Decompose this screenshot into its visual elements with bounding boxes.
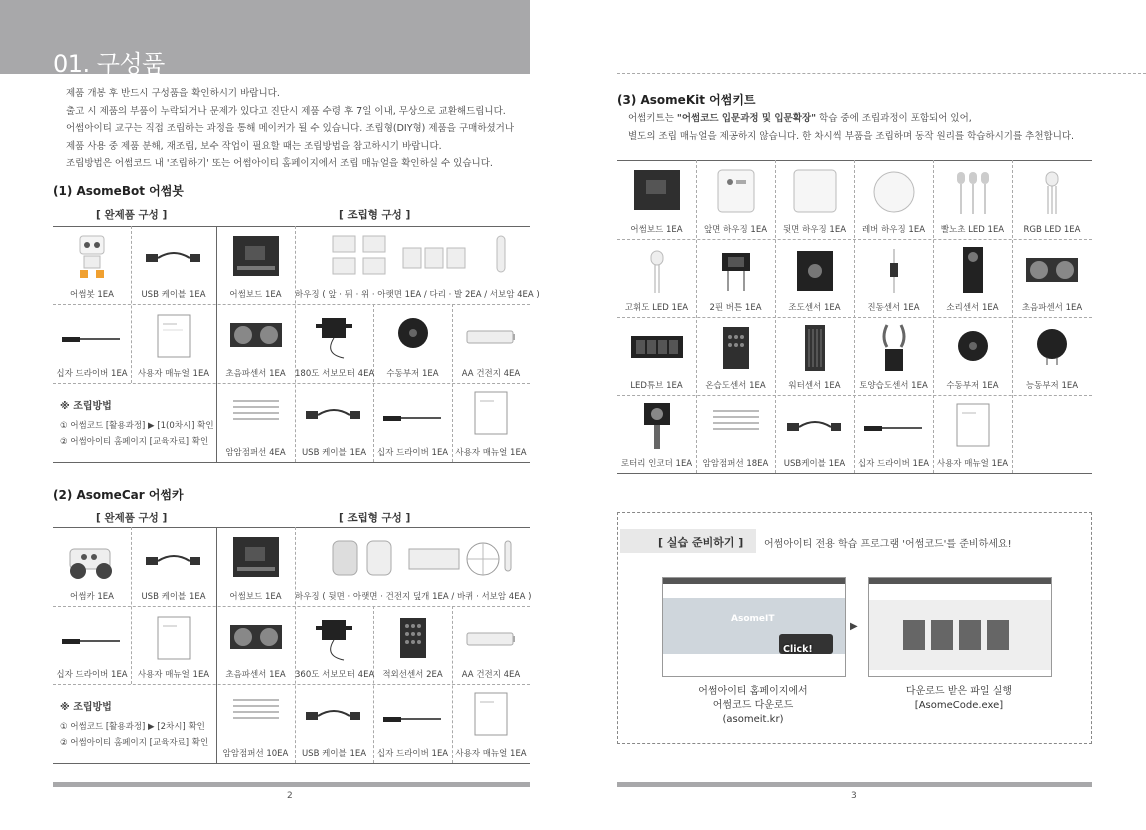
caption-right: 다운로드 받은 파일 실행 [AsomeCode.exe] [905,686,1013,711]
kit-item: RGB LED 1EA [1012,160,1092,239]
jumper-wires-icon [231,696,281,726]
item-caption: AA 건전지 4EA [461,670,521,680]
front-housing-icon [716,168,756,214]
led-icon [647,247,667,295]
rotary-encoder-icon [642,401,672,451]
item-caption: 360도 서보모터 4EA [295,670,375,680]
item-caption: 암암점퍼선 10EA [222,749,289,759]
intro-text [66,85,514,173]
manual-icon [157,314,191,358]
kit-item: 진동센서 1EA [854,239,933,317]
screwdriver-icon [383,413,443,423]
item-housing [295,527,530,606]
kit-item: 소리센서 1EA [933,239,1012,317]
item-usb-cable [131,527,216,606]
item-caption: 적외선센서 2EA [382,670,443,680]
kit-item: 조도센서 1EA [775,239,854,317]
ultrasonic-sensor-icon [1025,257,1079,283]
item-caption: 180도 서보모터 4EA [295,369,375,379]
screwdriver-icon [864,423,924,433]
servo-motor-icon [314,616,354,662]
kit-item: 십자 드라이버 1EA [854,395,933,473]
kit-item: 2핀 버튼 1EA [696,239,775,317]
circuit-board-icon [231,535,281,579]
robot-icon [72,234,112,280]
item-buzzer [373,304,452,383]
sound-sensor-icon [961,245,985,295]
item-caption: 초음파센서 1EA [225,670,286,680]
usb-cable-icon [144,248,204,268]
item-manual [452,383,530,462]
practice-box [617,512,1092,744]
kit-item: 어썸보드 1EA [617,160,696,239]
usb-cable-icon [785,417,845,437]
kit-item: 온습도센서 1EA [696,317,775,395]
item-caption: 암암점퍼선 4EA [225,448,286,458]
usb-cable-icon [144,551,204,571]
ultrasonic-sensor-icon [229,322,283,348]
manual-icon [157,616,191,660]
method-line: ② 어썸아이티 홈페이지 [교육자료] 확인 [60,437,209,447]
item-caption: AA 건전지 4EA [461,369,521,379]
kit-item: 토양습도센서 1EA [854,317,933,395]
intro-line: 제품 개봉 후 반드시 구성품을 확인하시기 바랍니다. [66,88,280,99]
intro-line: 어썸아이티 교구는 직접 조립하는 과정을 통해 메이커가 될 수 있습니다. 조립형(DIY형) 제품을 구매하셨거나 [66,123,515,134]
practice-label: [ 실습 준비하기 ] [658,536,744,549]
kit-intro-bold: "어썸코드 입문과정 및 입문확장" [676,113,817,124]
kit-heading: (3) AsomeKit 어썸키트 [617,93,756,107]
item-caption: 어썸카 1EA [70,592,114,602]
item-caption: 사용자 매뉴얼 1EA [137,670,210,680]
item-screwdriver [373,684,452,763]
ir-sensor-icon [398,616,428,662]
screwdriver-icon [62,334,122,344]
kit-item: 고휘도 LED 1EA [617,239,696,317]
item-screwdriver [373,383,452,462]
active-buzzer-icon [1035,327,1069,367]
kit-item: 앞면 하우징 1EA [696,160,775,239]
item-caption: 십자 드라이버 1EA [376,448,449,458]
circuit-board-icon [231,234,281,278]
car-icon [64,541,120,581]
car-heading: (2) AsomeCar 어썸카 [53,488,184,502]
light-sensor-icon [795,249,835,293]
servo-motor-icon [314,314,354,360]
item-jumper [216,383,295,462]
rgb-led-icon [1042,168,1062,216]
item-caption: USB 케이블 1EA [141,290,206,300]
item-caption: 십자 드라이버 1EA [56,670,128,680]
page-number: 2 [287,791,293,801]
item-usb-cable [295,383,373,462]
usb-cable-icon [304,706,364,726]
caption-left: 어썸아이티 홈페이지에서 어썸코드 다운로드 (asomeit.kr) [698,686,808,725]
item-caption: 어썸보드 1EA [229,592,282,602]
item-caption: 초음파센서 1EA [225,369,286,379]
item-caption: 하우징 ( 앞 · 뒤 · 위 · 아랫면 1EA / 다리 · 발 2EA / 서보암 4EA ) [295,290,540,300]
item-asomecar [53,527,131,606]
item-caption: 하우징 ( 뒷면 · 아랫면 · 건전지 덮개 1EA / 바퀴 · 서보암 4EA ) [295,592,532,602]
jumper-wires-icon [711,407,761,437]
item-caption: USB 케이블 1EA [301,749,367,759]
item-screwdriver [53,304,131,383]
intro-line: 제품 사용 중 제품 분해, 재조립, 보수 작업이 필요할 때는 조립방법을 참고하시기 바랍니다. [66,140,442,152]
item-asomebot [53,226,131,304]
kit-item: 빨노초 LED 1EA [933,160,1012,239]
kit-item: 수동부저 1EA [933,317,1012,395]
housing-parts-icon [313,234,513,280]
item-caption: 수동부저 1EA [386,369,439,379]
item-usb-cable [131,226,216,304]
bot-complete-label: [ 완제품 구성 ] [96,209,168,221]
circuit-board-icon [632,168,682,212]
site-brand: AsomeIT [731,614,775,624]
kit-item: 워터센서 1EA [775,317,854,395]
item-caption: 사용자 매뉴얼 1EA [455,448,527,458]
download-screenshot [868,577,1052,677]
kit-intro-line2: 별도의 조립 매뉴얼을 제공하지 않습니다. 한 차시씩 부품을 조립하며 동작 원리를 학습하시기를 추천합니다. [628,131,1075,142]
item-caption: USB 케이블 1EA [141,592,206,602]
jumper-wires-icon [231,397,281,427]
manual-icon [474,391,508,435]
kit-item: 뒷면 하우징 1EA [775,160,854,239]
item-caption: 어썸보드 1EA [229,290,282,300]
back-housing-icon [792,168,838,214]
item-usb-cable [295,684,373,763]
intro-line: 조립방법은 어썸코드 내 '조립하기' 또는 어썸아이티 홈페이지에서 조립 매뉴얼을 확인하실 수 있습니다. [66,158,493,169]
item-caption: 사용자 매뉴얼 1EA [137,369,210,379]
kit-item: 초음파센서 1EA [1012,239,1092,317]
section-header-bar [0,0,530,78]
kit-item: 로터리 인코더 1EA [617,395,696,473]
item-caption: 어썸봇 1EA [70,290,114,300]
car-assembly-label: [ 조립형 구성 ] [339,512,411,524]
website-screenshot [662,577,846,677]
kit-item: USB케이블 1EA [775,395,854,473]
item-jumper [216,684,295,763]
item-caption: USB 케이블 1EA [301,448,367,458]
kit-item: 능동부저 1EA [1012,317,1092,395]
arrow-right-icon: ▶ [850,621,858,632]
item-ultrasonic [216,304,295,383]
humidity-sensor-icon [721,325,751,371]
bot-assembly-label: [ 조립형 구성 ] [339,209,411,221]
car-complete-label: [ 완제품 구성 ] [96,512,168,524]
item-board [216,226,295,304]
kit-item: LED튜브 1EA [617,317,696,395]
item-caption: 사용자 매뉴얼 1EA [455,749,527,759]
usb-cable-icon [304,405,364,425]
bot-assembly-method [60,397,214,450]
item-housing [295,226,540,304]
method-line: ① 어썸코드 [활용과정] ▶ [1(0차시] 확인 [60,421,214,431]
lever-housing-icon [872,170,916,214]
item-manual [452,684,530,763]
item-caption: 십자 드라이버 1EA [376,749,449,759]
item-ir-sensor [373,606,452,684]
manual-icon [474,692,508,736]
soil-sensor-icon [879,323,909,373]
footer-bar [53,782,530,787]
item-manual [131,606,216,684]
intro-line: 출고 시 제품의 부품이 누락되거나 문제가 있다고 진단시 제품 수령 후 7일 이내, 무상으로 교환해드립니다. [66,105,506,117]
click-label: Click! [783,644,813,655]
buzzer-icon [956,329,990,363]
kit-intro: 어썸키트는 "어썸코드 입문과정 및 입문확장" 학습 중에 조립과정이 포함되어 있어, 별도의 조립 매뉴얼을 제공하지 않습니다. 한 차시씩 부품을 조립하며 동작 원리를 학습하시기를 추천합니다. [628,110,1074,146]
led-icon [953,168,993,216]
ultrasonic-sensor-icon [229,624,283,650]
kit-item: 암암점퍼선 18EA [696,395,775,473]
practice-desc: 어썸아이티 전용 학습 프로그램 '어썸코드'를 준비하세요! [764,539,1012,550]
screwdriver-icon [62,636,122,646]
manual-icon [956,403,990,447]
item-ultrasonic [216,606,295,684]
section-title: 01. 구성품 [53,50,165,78]
item-battery [452,606,530,684]
led-tube-icon [630,335,684,359]
bot-heading: (1) AsomeBot 어썸봇 [53,184,184,198]
kit-item: 사용자 매뉴얼 1EA [933,395,1012,473]
kit-item: 레버 하우징 1EA [854,160,933,239]
footer-bar [617,782,1092,787]
housing-parts-icon [313,537,513,581]
car-assembly-method [60,698,208,751]
water-sensor-icon [803,323,827,373]
battery-icon [466,330,516,344]
screwdriver-icon [383,714,443,724]
item-servo [295,606,373,684]
item-servo [295,304,373,383]
method-line: ① 어썸코드 [활용과정] ▶ [2차시] 확인 [60,722,205,732]
method-title: ※ 조립방법 [60,702,112,713]
method-title: ※ 조립방법 [60,401,112,412]
item-battery [452,304,530,383]
item-manual [131,304,216,383]
page-number: 3 [851,791,857,801]
item-board [216,527,295,606]
item-caption: 십자 드라이버 1EA [56,369,128,379]
battery-icon [466,632,516,646]
item-screwdriver [53,606,131,684]
method-line: ② 어썸아이티 홈페이지 [교육자료] 확인 [60,738,209,748]
buzzer-icon [396,316,430,350]
vibration-sensor-icon [887,247,901,295]
button-icon [714,249,758,293]
